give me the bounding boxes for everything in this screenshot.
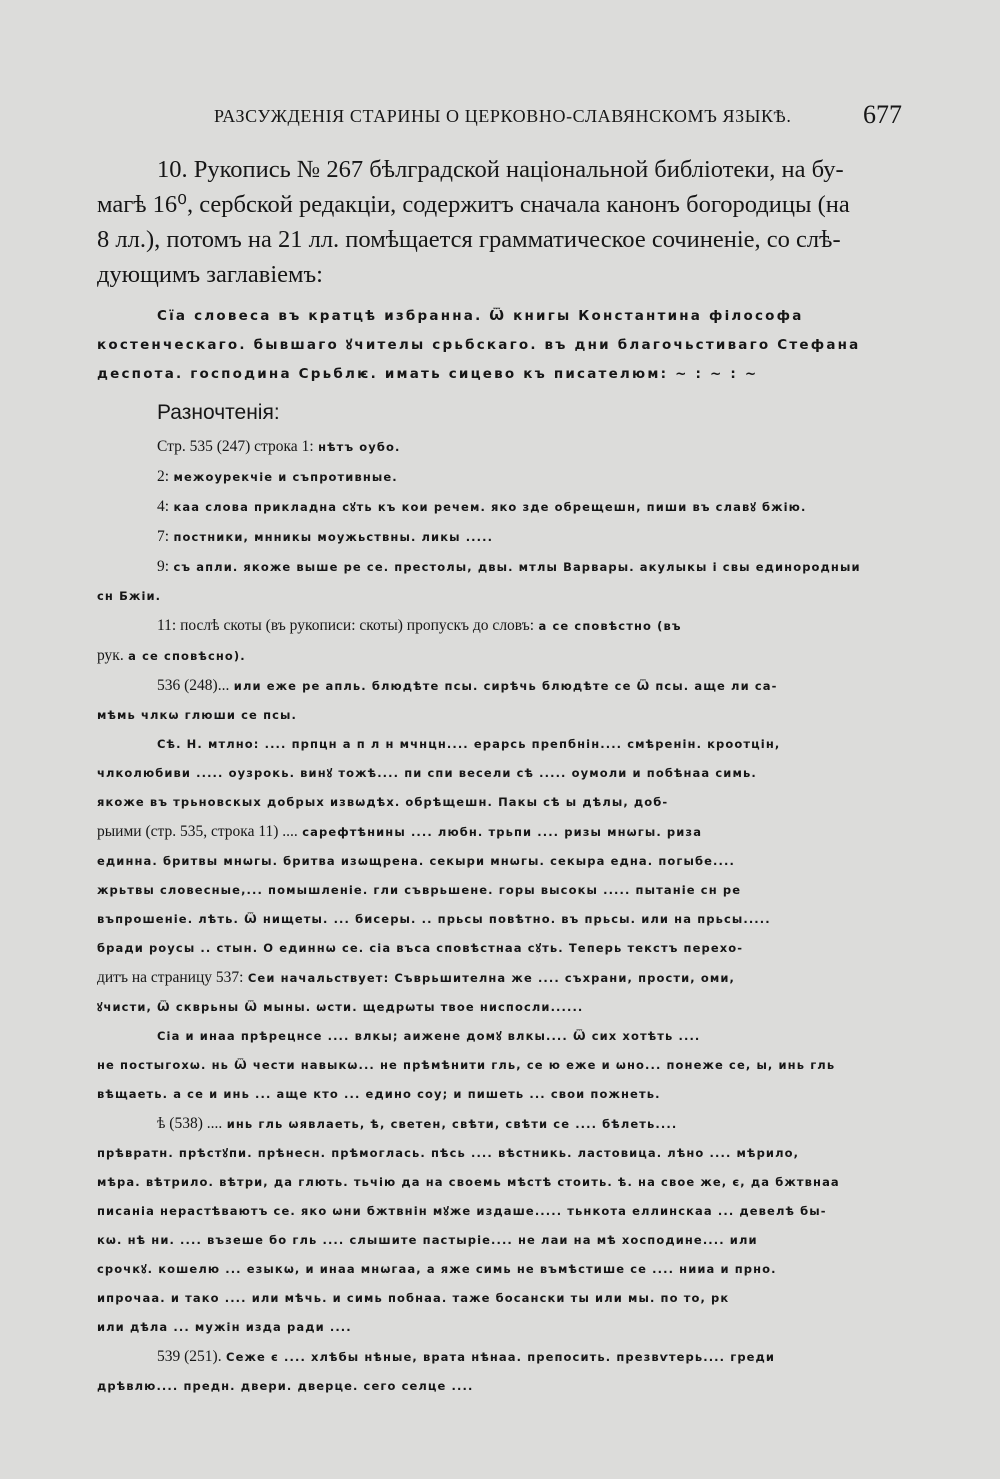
slavonic-title-block — [97, 302, 905, 389]
slavonic-line: Сїа словеса въ кратцѣ избранна. Ѿ книгы Константина філософа — [157, 308, 804, 324]
running-title: РАЗСУЖДЕНІЯ СТАРИНЫ О ЦЕРКОВНО-СЛАВЯНСКОМЪ ЯЗЫКѢ. — [214, 106, 792, 126]
variant-line — [97, 817, 905, 847]
variant-line — [157, 1022, 905, 1051]
variant-text: сн Бжіи. — [97, 589, 162, 603]
variant-text: сарефтѣнины .... любн. трьпи .... ризы мнѡгы. риза — [302, 825, 703, 839]
variant-line — [157, 492, 905, 522]
slavonic-line: деспота. господина Срьблѥ. имать сицево къ писателюм: ~ : ~ : ~ — [97, 366, 759, 382]
variant-text: мѣра. вѣтрило. вѣтри, да глють. тьчію да на своемь мѣстѣ стоить. ѣ. на свое же, є, да бжтвнаа — [97, 1175, 840, 1189]
variant-line — [97, 1168, 905, 1197]
variant-text: мѣмь члкѡ глюши се псы. — [97, 708, 297, 722]
variant-line — [97, 847, 905, 876]
variant-reference: Стр. 535 (247) строка 1: — [157, 438, 314, 455]
variant-line — [97, 1139, 905, 1168]
variant-line — [97, 641, 905, 671]
variant-line — [97, 1372, 905, 1401]
page-number: 677 — [863, 100, 902, 129]
variant-line — [157, 462, 905, 492]
variant-reference: 2: — [157, 468, 170, 485]
variant-reference: 9: — [157, 558, 170, 575]
variant-text: не постыгохѡ. нь Ѿ чести навыкѡ... не прѣмѣнити гль, се ю еже и ѡно... понеже се, ы, инь гль — [97, 1058, 836, 1072]
variant-reference: ѣ (538) .... — [157, 1115, 223, 1132]
variant-line — [97, 1226, 905, 1255]
variant-line — [97, 905, 905, 934]
variants-list — [97, 432, 905, 1401]
variant-text: Сеи начальствует: Съврьшителна же .... съхрани, прости, оми, — [247, 971, 735, 985]
variant-text: жрьтвы словесные,... помышленіе. гли съврьшене. горы высокы ..... пытаніе сн ре — [97, 883, 742, 897]
variant-text: а се сповѣстно (въ — [538, 619, 682, 633]
variant-reference: дитъ на страницу 537: — [97, 969, 244, 986]
variant-reference: рук. — [97, 647, 124, 664]
intro-line: 10. Рукопись № 267 бѣлградской національной библіотеки, на бу- — [157, 156, 844, 183]
intro-line: дующимъ заглавіемъ: — [97, 261, 323, 288]
slavonic-line: костенческаго. бывшаго ꙋчителы срьбскаго. въ дни благочьстиваго Стефана — [97, 337, 861, 353]
variant-text: межоурекчіе и съпротивные. — [173, 470, 398, 484]
variant-text: вѣщаеть. а се и инь ... аще кто ... едино соу; и пишеть ... свои пожнеть. — [97, 1087, 661, 1101]
variant-line — [157, 432, 905, 462]
variant-reference: 536 (248)... — [157, 677, 230, 694]
variant-line — [97, 1080, 905, 1109]
variant-line — [97, 759, 905, 788]
variant-line — [157, 671, 905, 701]
variant-line — [157, 1342, 905, 1372]
variant-text: дрѣвлю.... предн. двери. дверце. сего селце .... — [97, 1379, 474, 1393]
variant-line — [97, 1284, 905, 1313]
variant-line — [97, 582, 905, 611]
variant-text: нѣтъ оубо. — [318, 440, 401, 454]
intro-line: магѣ 16⁰, сербской редакціи, содержитъ сначала канонъ богородицы (на — [97, 191, 850, 218]
variant-line — [97, 1197, 905, 1226]
variant-text: бради роусы .. стын. О единнѡ се. сіа въса сповѣстнаа сꙋть. Теперь текстъ перехо- — [97, 941, 744, 955]
variant-text: постники, мнникы моужьствны. ликы ..... — [173, 530, 494, 544]
variant-line — [97, 1313, 905, 1342]
variant-text: писаніа нерастѣваютъ се. яко ѡни бжтвнін мꙋже издаше..... тьнкота еллинскаа ... девелѣ бы- — [97, 1204, 827, 1218]
variant-reference: рыими (стр. 535, строка 11) .... — [97, 823, 298, 840]
variant-reference: 539 (251). — [157, 1348, 222, 1365]
intro-line: 8 лл.), потомъ на 21 лл. помѣщается грамматическое сочиненіе, со слѣ- — [97, 226, 841, 253]
intro-paragraph — [97, 152, 905, 292]
variant-text: или еже ре апль. блюдѣте псы. сирѣчь блюдѣте се Ѿ псы. аще ли са- — [233, 679, 778, 693]
variant-text: въпрошеніе. лѣть. Ѿ нищеты. ... бисеры. .. прьсы повѣтно. въ прьсы. или на прьсы..... — [97, 912, 771, 926]
variant-line — [97, 1255, 905, 1284]
variant-text: Сіа и инаа прѣрецнсе .... влкы; аижене домꙋ влкы.... Ѿ сих хотѣть .... — [157, 1029, 701, 1043]
variant-line — [97, 993, 905, 1022]
variant-text: якоже въ трьновскых добрых извѡдѣх. обрѣщешн. Пакы сѣ ы дѣлы, доб- — [97, 795, 669, 809]
variant-line — [97, 788, 905, 817]
variant-text: каа слова прикладна сꙋть къ кои речем. яко зде обрещешн, пиши въ славꙋ бжію. — [173, 500, 807, 514]
variant-text: или дѣла ... мужін изда ради .... — [97, 1320, 352, 1334]
variant-text: члколюбиви ..... оузрокь. винꙋ тожѣ.... пи спи весели сѣ ..... оумоли и побѣнаа симь. — [97, 766, 757, 780]
variant-text: срочкꙋ. кошелю ... езыкѡ, и инаа мнѡгаа, а яже симь не въмѣстише се .... нииа и прно. — [97, 1262, 777, 1276]
variant-line — [97, 1051, 905, 1080]
variant-reference: 7: — [157, 528, 170, 545]
variant-text: единна. бритвы мнѡгы. бритва изѡщрена. секыри мнѡгы. секыра една. погыбе.... — [97, 854, 735, 868]
variant-reference: 11: послѣ скоты (въ рукописи: скоты) пропускъ до словъ: — [157, 617, 535, 634]
variant-line — [157, 552, 905, 582]
body-text — [97, 152, 905, 1401]
variant-line — [97, 701, 905, 730]
variant-text: Сѣ. Н. мтлно: .... прпцн а п л н мчнцн.... ерарсь препбнін.... смѣренін. кроотцін, — [157, 737, 781, 751]
variant-line — [97, 934, 905, 963]
variant-text: Сеже є .... хлѣбы нѣные, врата нѣнаа. препосить. презвѵтерь.... греди — [226, 1350, 776, 1364]
variant-line — [157, 611, 905, 641]
running-head — [214, 100, 914, 136]
variant-reference: 4: — [157, 498, 170, 515]
variant-text: а се сповѣсно). — [128, 649, 246, 663]
variant-text: съ апли. якоже выше ре се. престолы, двы. мтлы Варвары. акулыкы і свы единородныи — [173, 560, 861, 574]
variant-line — [97, 876, 905, 905]
variant-text: прѣвратн. прѣстꙋпи. прѣнесн. прѣмоглась. пѣсь .... вѣстникь. ластовица. лѣно .... мѣрило, — [97, 1146, 800, 1160]
variant-text: ипрочаа. и тако .... или мѣчь. и симь побнаа. таже босански ты или мы. по то, рк — [97, 1291, 730, 1305]
variant-text: инь гль ѡявлаеть, ѣ, светен, свѣти, свѣти се .... бѣлеть.... — [226, 1117, 678, 1131]
variant-text: ꙋчисти, Ѿ скврьны Ѿ мыны. ѡсти. щедрѡты твое ниспосли...... — [97, 1000, 584, 1014]
variant-line — [97, 963, 905, 993]
variant-text: кѡ. нѣ ни. .... възеше бо гль .... слышите пастыріе.... не лаи на мѣ хосподине.... или — [97, 1233, 758, 1247]
variants-heading: Разночтенія: — [157, 401, 280, 424]
variant-line — [157, 1109, 905, 1139]
variant-line — [157, 730, 905, 759]
variant-line — [157, 522, 905, 552]
